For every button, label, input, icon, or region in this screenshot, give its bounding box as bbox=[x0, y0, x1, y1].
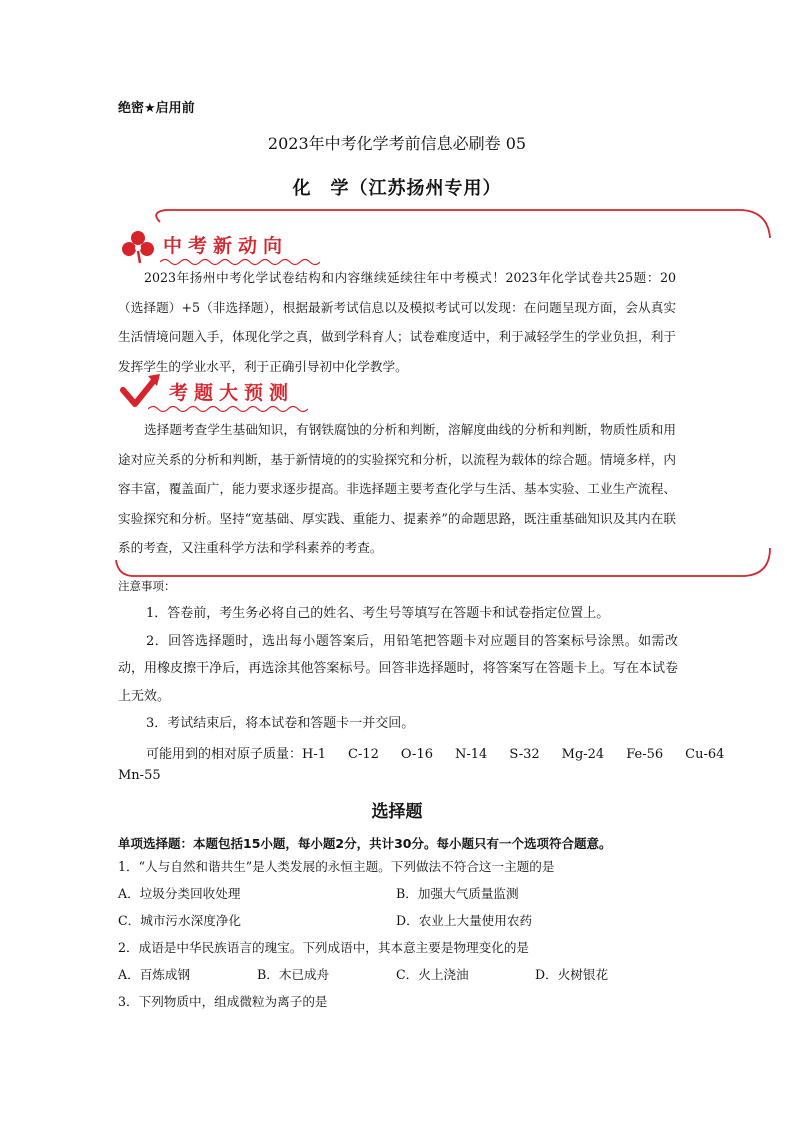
question-1-stem: 1．“人与自然和谐共生”是人类发展的永恒主题。下列做法不符合这一主题的是 bbox=[118, 859, 555, 874]
mcq-section-title: 选择题 bbox=[371, 802, 423, 822]
atomic-mass-o: O-16 bbox=[400, 747, 433, 762]
clover-icon bbox=[120, 229, 156, 265]
question-2-option-d[interactable]: D．火树银花 bbox=[535, 967, 609, 982]
exam-title: 2023年中考化学考前信息必刷卷 05 bbox=[267, 134, 527, 153]
atomic-mass-h: H-1 bbox=[302, 747, 327, 762]
question-2-option-c[interactable]: C．火上浇油 bbox=[396, 967, 469, 982]
question-1-option-b[interactable]: B．加强大气质量监测 bbox=[396, 886, 519, 901]
atomic-mass-mn: Mn-55 bbox=[118, 768, 161, 783]
atomic-mass-label: 可能用到的相对原子质量： bbox=[146, 747, 303, 762]
question-2-option-a[interactable]: A．百炼成钢 bbox=[118, 967, 191, 982]
section1-text: 2023年扬州中考化学试卷结构和内容继续延续往年中考模式！2023年化学试卷共25题：20（选择题）+5（非选择题），根据最新考试信息以及模拟考试可以发现：在问题呈现方面，会从真实生活情境问题入手，体现化学之真，做到学科育人；试卷难度适中，利于减轻学生的学业负担，利于发挥学生的学业水平，利于正确引导初中化学教学。 bbox=[118, 270, 676, 374]
section2-heading: 考题大预测 bbox=[169, 382, 295, 404]
section2-text: 选择题考查学生基础知识，有钢铁腐蚀的分析和判断，溶解度曲线的分析和判断，物质性质和用途对应关系的分析和判断，基于新情境的的实验探究和分析，以流程为载体的综合题。情境多样，内容丰富，覆盖面广，能力要求逐步提高。非选择题主要考查化学与生活、基本实验、工业生产流程、实验探究和分析。坚持“宽基础、厚实践、重能力、提素养”的命题思路，既注重基础知识及其内在联系的考查，又注重科学方法和学科素养的考查。 bbox=[118, 422, 676, 555]
confidential-label: 绝密★启用前 bbox=[118, 101, 195, 116]
atomic-mass-mg: Mg-24 bbox=[561, 747, 605, 762]
section2-underline bbox=[148, 404, 308, 414]
section1-heading: 中考新动向 bbox=[163, 235, 289, 257]
notes-list bbox=[118, 600, 678, 738]
section2-paragraph bbox=[118, 415, 676, 563]
note-item-3: 3．考试结束后，将本试卷和答题卡一并交回。 bbox=[146, 716, 415, 731]
question-3-stem: 3．下列物质中，组成微粒为离子的是 bbox=[118, 994, 328, 1009]
question-1-option-a[interactable]: A．垃圾分类回收处理 bbox=[118, 886, 241, 901]
atomic-mass-cu: Cu-64 bbox=[685, 747, 725, 762]
atomic-mass-fe: Fe-56 bbox=[626, 747, 664, 762]
question-2-option-b[interactable]: B．木已成舟 bbox=[257, 967, 330, 982]
atomic-mass-s: S-32 bbox=[509, 747, 540, 762]
atomic-mass-n: N-14 bbox=[455, 747, 488, 762]
note-item-2: 2．回答选择题时，选出每小题答案后，用铅笔把答题卡对应题目的答案标号涂黑。如需改动，用橡皮擦干净后，再选涂其他答案标号。回答非选择题时，将答案写在答题卡上。写在本试卷上无效。 bbox=[118, 633, 678, 704]
question-1-option-d[interactable]: D．农业上大量使用农药 bbox=[396, 913, 533, 928]
section1-paragraph bbox=[118, 263, 676, 381]
notes-title: 注意事项： bbox=[118, 579, 176, 593]
atomic-mass-line bbox=[146, 743, 724, 762]
note-item-1: 1．答卷前，考生务必将自己的姓名、考生号等填写在答题卡和试卷指定位置上。 bbox=[146, 606, 610, 621]
atomic-mass-c: C-12 bbox=[348, 747, 379, 762]
mcq-instructions: 单项选择题：本题包括15小题，每小题2分，共计30分。每小题只有一个选项符合题意。 bbox=[118, 836, 612, 851]
question-2-stem: 2．成语是中华民族语言的瑰宝。下列成语中，其本意主要是物理变化的是 bbox=[118, 940, 530, 955]
exam-subtitle: 化 学（江苏扬州专用） bbox=[292, 178, 502, 199]
question-1-option-c[interactable]: C．城市污水深度净化 bbox=[118, 913, 241, 928]
